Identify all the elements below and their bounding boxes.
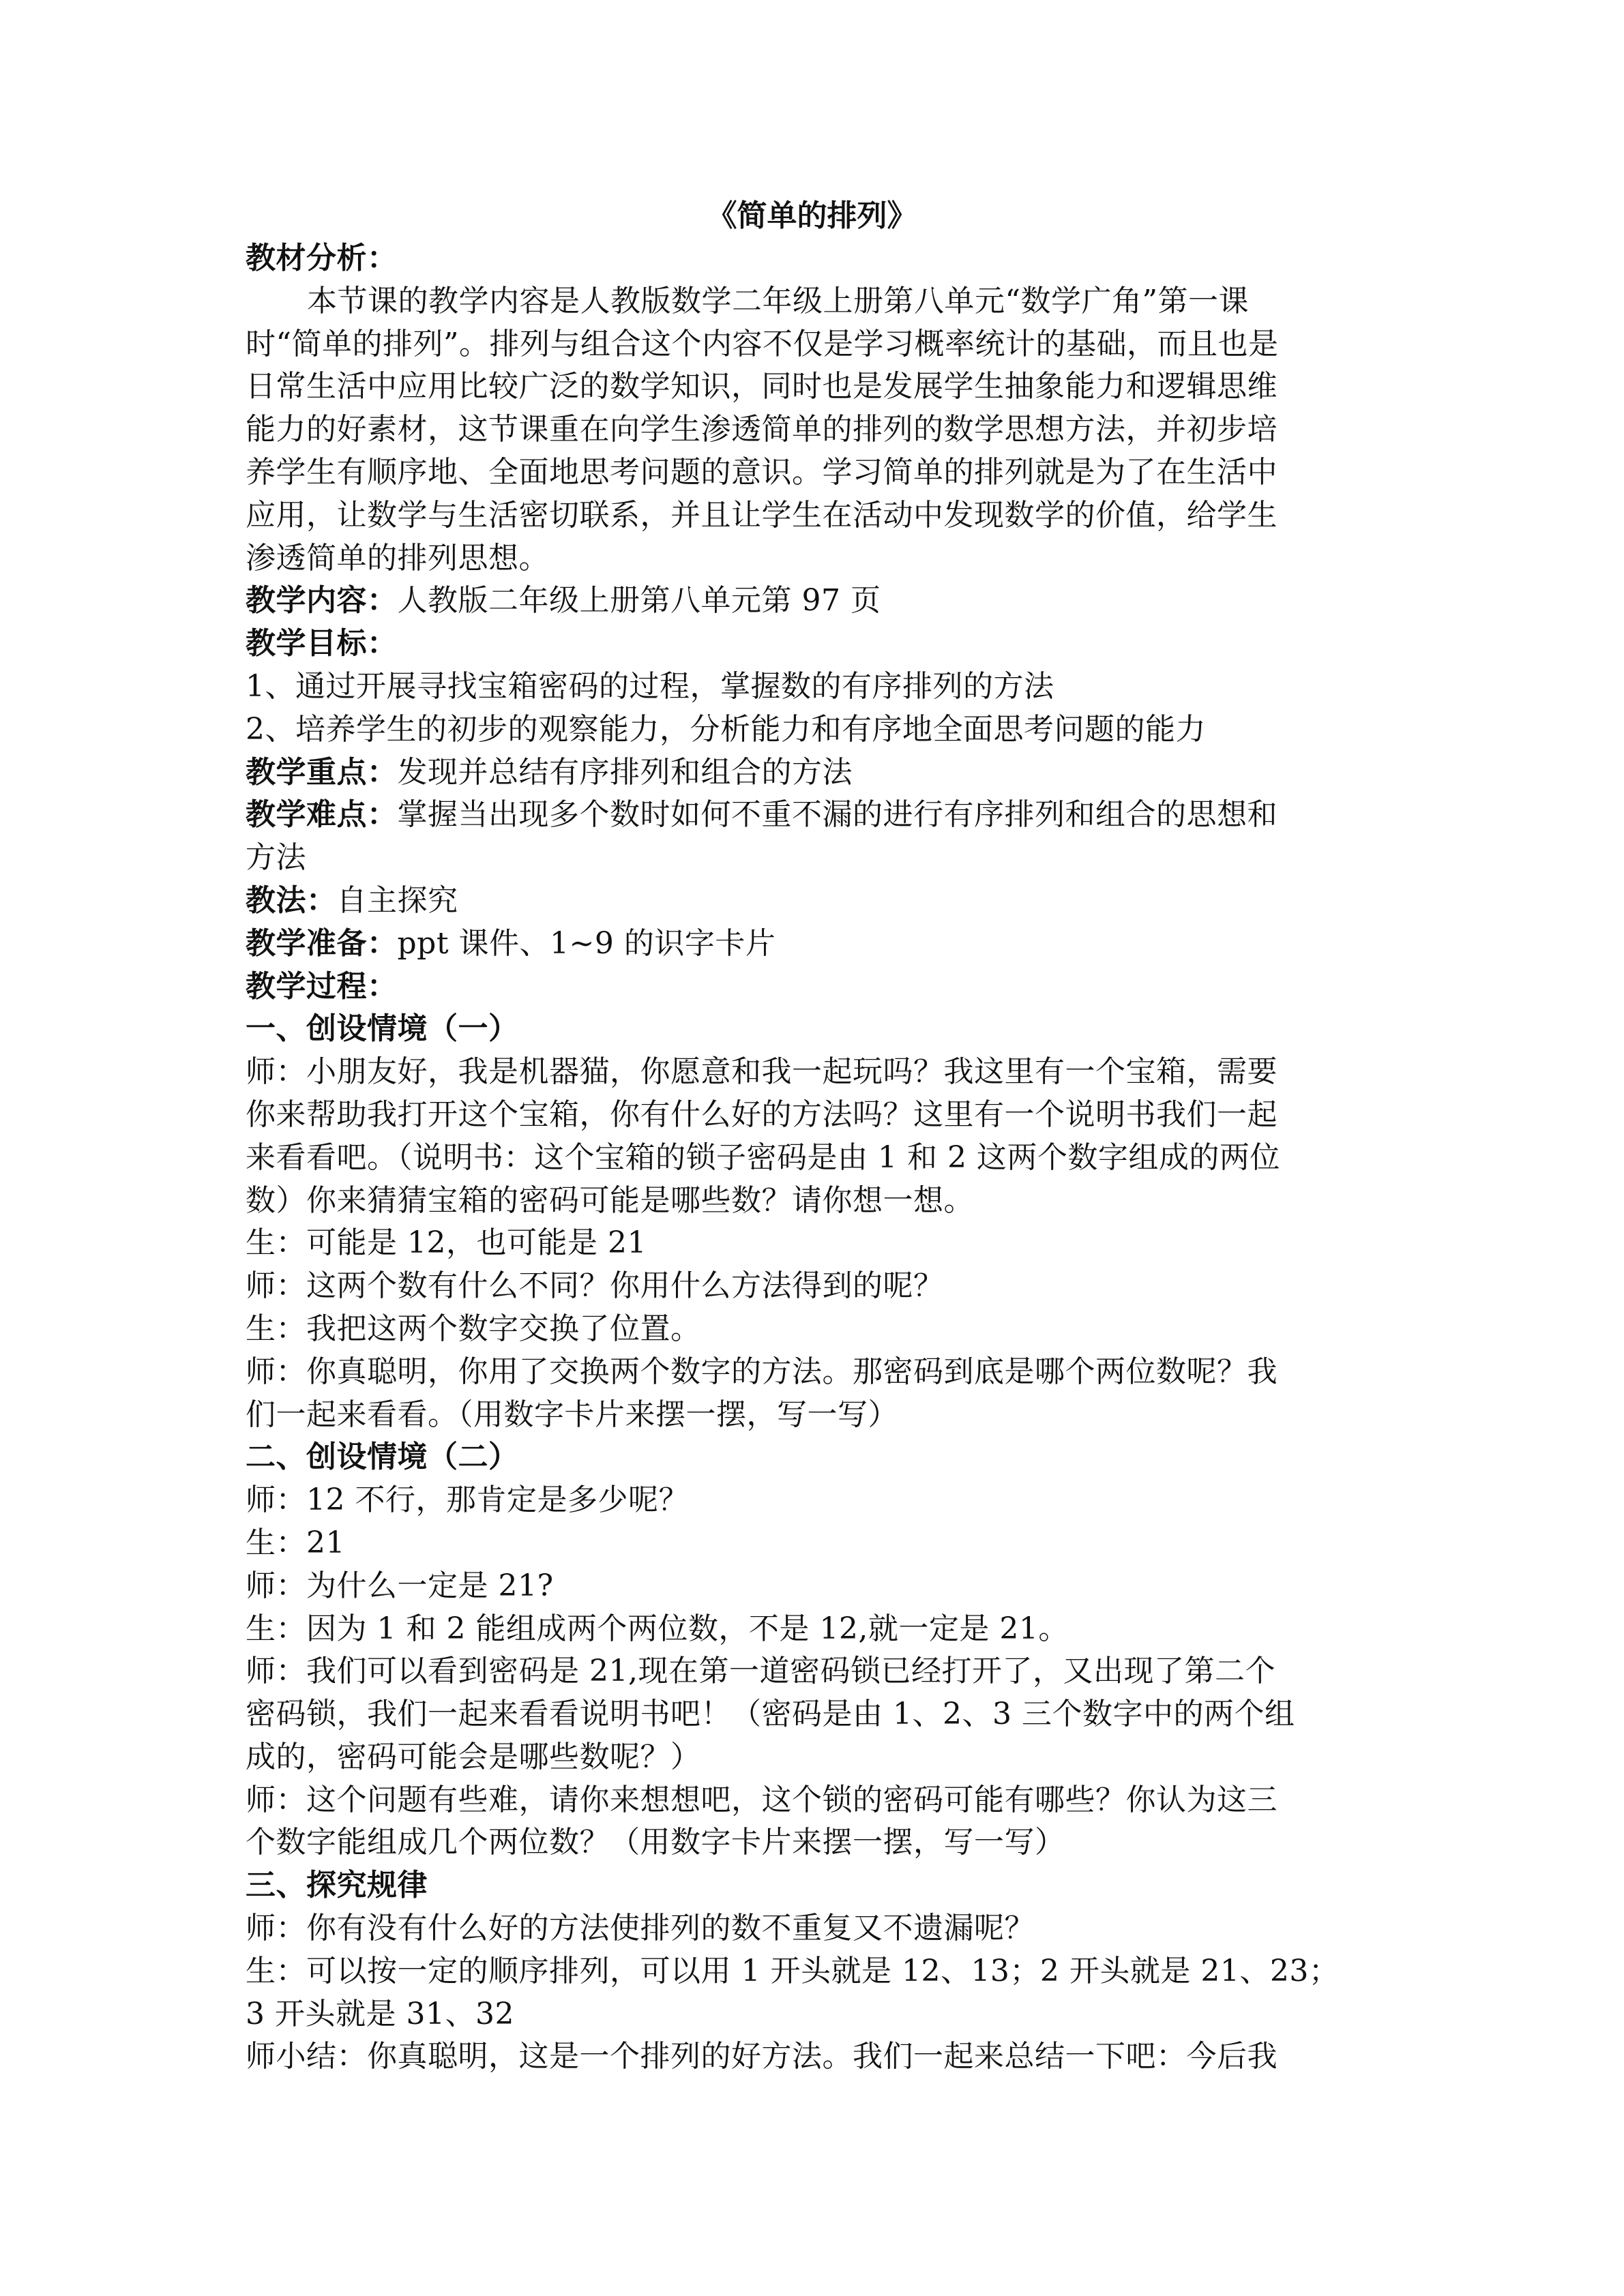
section-heading-goals: 教学目标： <box>246 626 398 661</box>
dialogue-line: 师：这两个数有什么不同？你用什么方法得到的呢？ <box>246 1268 944 1304</box>
goal-item: 1、通过开展寻找宝箱密码的过程，掌握数的有序排列的方法 <box>246 668 1054 704</box>
dialogue-line: 们一起来看看。（用数字卡片来摆一摆，写一写） <box>246 1397 898 1432</box>
content-label: 教学内容： <box>246 583 398 618</box>
dialogue-line: 你来帮助我打开这个宝箱，你有什么好的方法吗？这里有一个说明书我们一起 <box>246 1097 1278 1132</box>
dialogue-line: 师：这个问题有些难，请你来想想吧，这个锁的密码可能有哪些？你认为这三 <box>246 1782 1278 1817</box>
key-point-label: 教学重点： <box>246 754 398 790</box>
paragraph-line: 能力的好素材，这节课重在向学生渗透简单的排列的数学思想方法，并初步培 <box>246 412 1278 447</box>
part1-heading: 一、创设情境（一） <box>246 1011 519 1047</box>
method-row <box>246 880 1364 923</box>
dialogue-line: 师：为什么一定是 21? <box>246 1568 554 1603</box>
key-point-row <box>246 751 1364 794</box>
dialogue-line: 师：12 不行，那肯定是多少呢？ <box>246 1482 689 1518</box>
key-point-text: 发现并总结有序排列和组合的方法 <box>397 754 853 790</box>
part3-heading: 三、探究规律 <box>246 1868 428 1903</box>
dialogue-line: 师：你有没有什么好的方法使排列的数不重复又不遗漏呢？ <box>246 1911 1035 1946</box>
paragraph-line: 本节课的教学内容是人教版数学二年级上册第八单元“数学广角”第一课 <box>307 283 1249 318</box>
part2-heading: 二、创设情境（二） <box>246 1440 519 1475</box>
paragraph-line: 养学生有顺序地、全面地思考问题的意识。学习简单的排列就是为了在生活中 <box>246 454 1278 490</box>
prep-text: ppt 课件、1~9 的识字卡片 <box>397 925 776 961</box>
method-text: 自主探究 <box>336 882 458 918</box>
document-body <box>246 237 1364 2078</box>
difficulty-row <box>246 794 1364 837</box>
dialogue-line: 生：可能是 12，也可能是 21 <box>246 1225 647 1261</box>
difficulty-label: 教学难点： <box>246 797 398 833</box>
difficulty-text-continued: 方法 <box>246 840 306 876</box>
dialogue-line: 个数字能组成几个两位数？（用数字卡片来摆一摆，写一写） <box>246 1825 1065 1860</box>
content-text: 人教版二年级上册第八单元第 97 页 <box>397 583 881 618</box>
goal-item: 2、培养学生的初步的观察能力，分析能力和有序地全面思考问题的能力 <box>246 711 1206 747</box>
dialogue-line: 数）你来猜猜宝箱的密码可能是哪些数？请你想一想。 <box>246 1182 974 1218</box>
dialogue-line: 生：21 <box>246 1525 345 1560</box>
dialogue-line: 3 开头就是 31、32 <box>246 1996 514 2031</box>
paragraph-line: 渗透简单的排列思想。 <box>246 540 549 576</box>
difficulty-text: 掌握当出现多个数时如何不重不漏的进行有序排列和组合的思想和 <box>397 797 1278 833</box>
dialogue-line: 师小结：你真聪明，这是一个排列的好方法。我们一起来总结一下吧：今后我 <box>246 2039 1278 2074</box>
dialogue-line: 师：你真聪明，你用了交换两个数字的方法。那密码到底是哪个两位数呢？我 <box>246 1354 1278 1389</box>
dialogue-line: 成的，密码可能会是哪些数呢？） <box>246 1739 701 1774</box>
section-heading-process: 教学过程： <box>246 968 398 1004</box>
dialogue-line: 师：小朋友好，我是机器猫，你愿意和我一起玩吗？我这里有一个宝箱，需要 <box>246 1054 1278 1090</box>
dialogue-line: 生：因为 1 和 2 能组成两个两位数，不是 12,就一定是 21。 <box>246 1611 1069 1646</box>
paragraph-line: 时“简单的排列”。排列与组合这个内容不仅是学习概率统计的基础，而且也是 <box>246 326 1279 361</box>
content-row <box>246 580 1364 623</box>
document-title: 《简单的排列》 <box>707 198 917 233</box>
method-label: 教法： <box>246 882 337 918</box>
dialogue-line: 师：我们可以看到密码是 21,现在第一道密码锁已经打开了，又出现了第二个 <box>246 1654 1275 1689</box>
dialogue-line: 生：可以按一定的顺序排列，可以用 1 开头就是 12、13；2 开头就是 21、23； <box>246 1953 1340 1988</box>
prep-row <box>246 923 1364 966</box>
dialogue-line: 来看看吧。（说明书：这个宝箱的锁子密码是由 1 和 2 这两个数字组成的两位 <box>246 1139 1280 1175</box>
section-heading-analysis: 教材分析： <box>246 241 398 275</box>
paragraph-line: 应用，让数学与生活密切联系，并且让学生在活动中发现数学的价值，给学生 <box>246 497 1278 533</box>
prep-label: 教学准备： <box>246 925 398 961</box>
dialogue-line: 密码锁，我们一起来看看说明书吧！（密码是由 1、2、3 三个数字中的两个组 <box>246 1697 1295 1732</box>
dialogue-line: 生：我把这两个数字交换了位置。 <box>246 1311 701 1346</box>
paragraph-line: 日常生活中应用比较广泛的数学知识，同时也是发展学生抽象能力和逻辑思维 <box>246 369 1278 404</box>
